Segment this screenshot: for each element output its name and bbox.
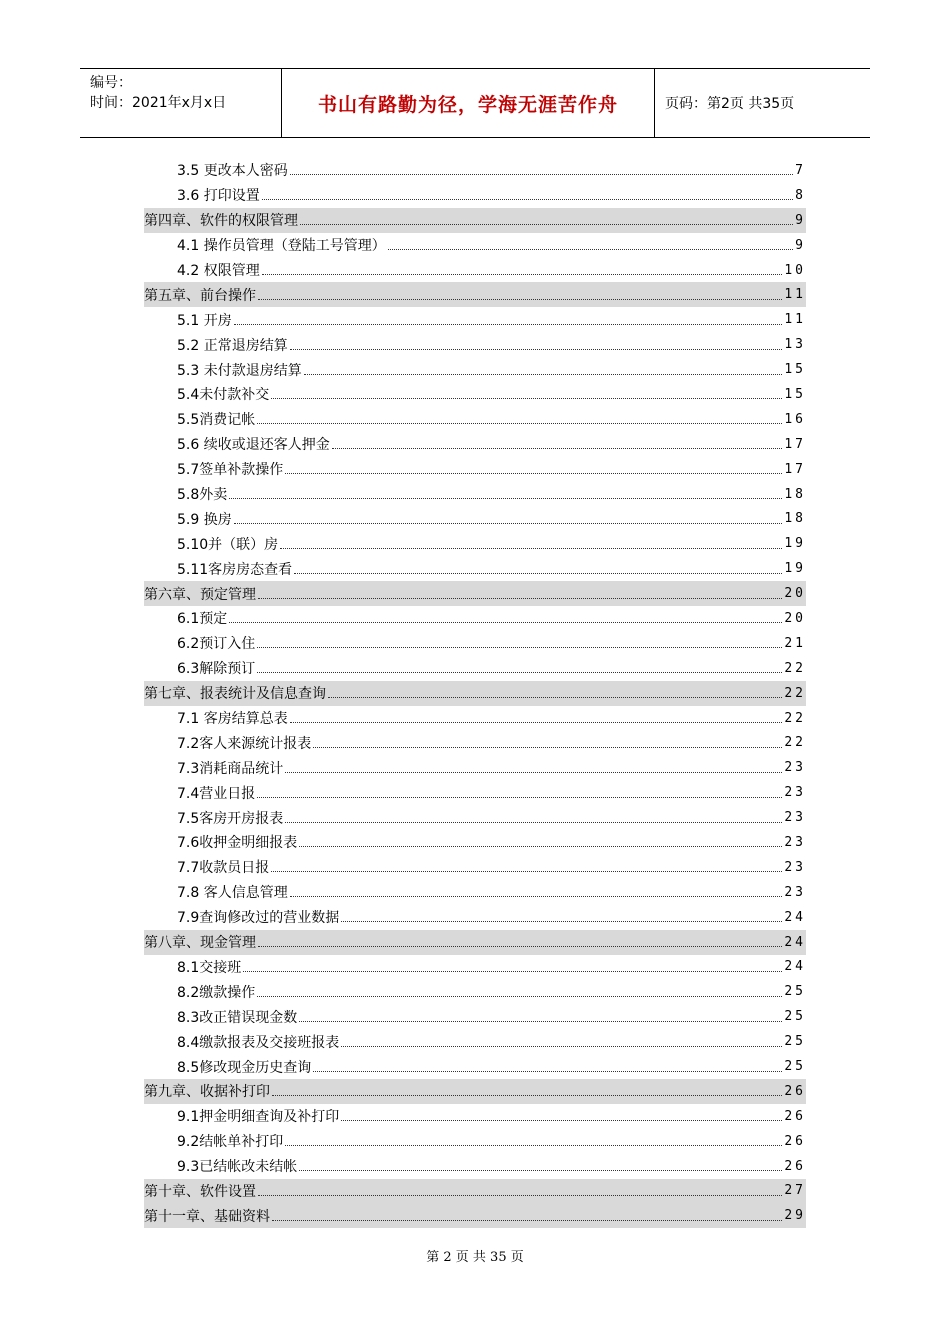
toc-chapter-row[interactable] (144, 1179, 806, 1204)
header-meta (80, 69, 282, 137)
toc-entry-label: 7.7收款员日报 (177, 860, 270, 877)
toc-section-row[interactable] (144, 631, 806, 656)
page-footer: 第 2 页 共 35 页 (426, 1250, 524, 1265)
toc-entry-label: 5.5消费记帐 (177, 412, 256, 429)
toc-entry-label: 7.3消耗商品统计 (177, 760, 284, 777)
toc-section-row[interactable] (144, 332, 806, 357)
toc-entry-label: 8.4缴款报表及交接班报表 (177, 1034, 340, 1051)
toc-section-row[interactable] (144, 880, 806, 905)
toc-dot-leader (341, 1045, 782, 1047)
toc-chapter-row[interactable] (144, 681, 806, 706)
toc-dot-leader (300, 223, 793, 225)
toc-section-row[interactable] (144, 556, 806, 581)
toc-entry-page: 29 (784, 1208, 806, 1224)
toc-section-row[interactable] (144, 855, 806, 880)
toc-dot-leader (258, 945, 782, 947)
toc-entry-label: 8.2缴款操作 (177, 984, 256, 1001)
toc-entry-label: 7.4营业日报 (177, 785, 256, 802)
toc-entry-label: 5.1 开房 (177, 312, 232, 329)
toc-entry-page: 25 (784, 1034, 806, 1050)
toc-entry-page: 26 (784, 1083, 806, 1099)
toc-entry-label: 7.2客人来源统计报表 (177, 735, 312, 752)
toc-entry-label: 6.1预定 (177, 611, 228, 628)
toc-dot-leader (257, 796, 782, 798)
toc-entry-page: 13 (784, 337, 806, 353)
toc-dot-leader (234, 522, 783, 524)
toc-dot-leader (304, 373, 783, 375)
toc-entry-page: 26 (784, 1108, 806, 1124)
toc-section-row[interactable] (144, 955, 806, 980)
toc-entry-label: 9.2结帐单补打印 (177, 1134, 284, 1151)
toc-entry-page: 23 (784, 760, 806, 776)
toc-dot-leader (388, 248, 793, 250)
toc-section-row[interactable] (144, 780, 806, 805)
header-page-info: 页码：第2页 共35页 (665, 96, 795, 112)
toc-entry-page: 7 (795, 162, 806, 178)
toc-section-row[interactable] (144, 531, 806, 556)
toc-entry-label: 第五章、前台操作 (144, 287, 256, 304)
toc-dot-leader (271, 397, 782, 399)
toc-section-row[interactable] (144, 432, 806, 457)
toc-chapter-row[interactable] (144, 282, 806, 307)
toc-dot-leader (258, 1194, 782, 1196)
toc-entry-label: 7.9查询修改过的营业数据 (177, 910, 340, 927)
toc-section-row[interactable] (144, 307, 806, 332)
toc-entry-page: 17 (784, 461, 806, 477)
toc-dot-leader (234, 323, 783, 325)
toc-section-row[interactable] (144, 1029, 806, 1054)
toc-dot-leader (243, 970, 782, 972)
toc-entry-label: 4.2 权限管理 (177, 263, 260, 279)
toc-entry-page: 18 (784, 511, 806, 527)
toc-entry-page: 18 (784, 486, 806, 502)
toc-section-row[interactable] (144, 183, 806, 208)
toc-dot-leader (258, 597, 782, 599)
toc-entry-page: 23 (784, 859, 806, 875)
toc-dot-leader (341, 920, 782, 922)
toc-dot-leader (313, 1070, 782, 1072)
toc-entry-page: 23 (784, 785, 806, 801)
toc-dot-leader (332, 447, 783, 449)
toc-entry-label: 6.2预订入住 (177, 636, 256, 653)
toc-dot-leader (299, 1020, 782, 1022)
toc-dot-leader (341, 1119, 782, 1121)
toc-section-row[interactable] (144, 606, 806, 631)
toc-section-row[interactable] (144, 905, 806, 930)
toc-entry-page: 25 (784, 984, 806, 1000)
toc-entry-page: 22 (784, 660, 806, 676)
toc-dot-leader (229, 497, 782, 499)
toc-dot-leader (257, 995, 782, 997)
toc-dot-leader (262, 198, 793, 200)
toc-entry-label: 6.3解除预订 (177, 661, 256, 678)
toc-dot-leader (285, 1144, 782, 1146)
toc-entry-label: 8.3改正错误现金数 (177, 1009, 298, 1026)
page-header (80, 68, 870, 138)
toc-section-row[interactable] (144, 357, 806, 382)
toc-chapter-row[interactable] (144, 930, 806, 955)
toc-entry-label: 3.5 更改本人密码 (177, 163, 288, 180)
toc-entry-page: 23 (784, 884, 806, 900)
toc-entry-label: 第七章、报表统计及信息查询 (144, 686, 326, 703)
toc-section-row[interactable] (144, 656, 806, 681)
toc-entry-page: 17 (784, 436, 806, 452)
toc-entry-label: 5.4未付款补交 (177, 387, 270, 404)
toc-entry-label: 3.6 打印设置 (177, 188, 260, 205)
toc-entry-page: 11 (784, 312, 806, 328)
toc-section-row[interactable] (144, 1104, 806, 1129)
toc-entry-label: 9.3已结帐改未结帐 (177, 1159, 298, 1176)
toc-entry-label: 5.8外卖 (177, 487, 228, 504)
toc-dot-leader (290, 348, 783, 350)
toc-entry-label: 第十章、软件设置 (144, 1183, 256, 1200)
toc-entry-label: 第四章、软件的权限管理 (144, 213, 298, 230)
toc-entry-page: 20 (784, 586, 806, 602)
toc-section-row[interactable] (144, 755, 806, 780)
toc-entry-page: 24 (784, 959, 806, 975)
toc-entry-label: 5.2 正常退房结算 (177, 337, 288, 354)
toc-entry-page: 26 (784, 1158, 806, 1174)
toc-entry-label: 8.1交接班 (177, 959, 242, 976)
toc-entry-label: 第六章、预定管理 (144, 586, 256, 603)
doc-date: 时间：2021年x月x日 (90, 95, 227, 111)
header-motto: 书山有路勤为径，学海无涯苦作舟 (282, 69, 655, 137)
toc-entry-page: 8 (795, 187, 806, 203)
toc-entry-label: 5.7签单补款操作 (177, 462, 284, 479)
toc-dot-leader (290, 895, 783, 897)
toc-section-row[interactable] (144, 1129, 806, 1154)
toc-entry-page: 11 (784, 287, 806, 303)
toc-section-row[interactable] (144, 1154, 806, 1179)
toc-entry-page: 25 (784, 1059, 806, 1074)
toc-dot-leader (229, 621, 782, 623)
toc-dot-leader (313, 746, 782, 748)
toc-dot-leader (290, 173, 793, 175)
toc-dot-leader (257, 646, 782, 648)
toc-entry-page: 15 (784, 362, 806, 378)
toc-entry-page: 24 (784, 934, 806, 950)
toc-entry-page: 20 (784, 610, 806, 626)
toc-entry-page: 24 (784, 909, 806, 925)
toc-section-row[interactable] (144, 158, 806, 183)
toc-dot-leader (285, 472, 782, 474)
toc-entry-page: 9 (795, 237, 806, 253)
toc-entry-label: 5.3 未付款退房结算 (177, 362, 302, 379)
toc-entry-page: 19 (784, 536, 806, 552)
toc-entry-page: 27 (784, 1183, 806, 1199)
toc-chapter-row[interactable] (144, 581, 806, 606)
toc-chapter-row[interactable] (144, 1079, 806, 1104)
toc-entry-label: 7.6收押金明细报表 (177, 835, 298, 852)
toc-dot-leader (262, 273, 783, 275)
toc-entry-page: 22 (784, 685, 806, 701)
toc-dot-leader (272, 1219, 782, 1221)
toc-entry-label: 5.11客房房态查看 (177, 561, 293, 578)
toc-dot-leader (258, 298, 782, 300)
toc-entry-label: 5.10并（联）房 (177, 536, 279, 553)
toc-entry-label: 4.1 操作员管理（登陆工号管理） (177, 238, 386, 255)
toc-section-row[interactable] (144, 1054, 806, 1079)
toc-entry-page: 9 (795, 212, 806, 228)
toc-section-row[interactable] (144, 830, 806, 855)
toc-entry-label: 9.1押金明细查询及补打印 (177, 1109, 340, 1126)
toc-dot-leader (299, 845, 782, 847)
toc-section-row[interactable] (144, 457, 806, 482)
toc-entry-page: 16 (784, 411, 806, 427)
toc-entry-page: 23 (784, 810, 806, 826)
toc-entry-label: 第八章、现金管理 (144, 935, 256, 952)
toc-dot-leader (280, 547, 782, 549)
toc-entry-label: 7.8 客人信息管理 (177, 885, 288, 902)
toc-section-row[interactable] (144, 805, 806, 830)
toc-dot-leader (328, 696, 782, 698)
toc-entry-label: 5.6 续收或退还客人押金 (177, 437, 330, 454)
toc-entry-page: 15 (784, 386, 806, 402)
toc-section-row[interactable] (144, 979, 806, 1004)
toc-dot-leader (257, 671, 782, 673)
doc-code-label: 编号： (90, 75, 132, 91)
toc-section-row[interactable] (144, 382, 806, 407)
toc-entry-label: 7.5客房开房报表 (177, 810, 284, 827)
toc-section-row[interactable] (144, 730, 806, 755)
toc-section-row[interactable] (144, 258, 806, 283)
toc-entry-page: 22 (784, 735, 806, 751)
toc-entry-label: 第十一章、基础资料 (144, 1208, 270, 1225)
toc-entry-page: 23 (784, 834, 806, 850)
toc-section-row[interactable] (144, 482, 806, 507)
toc-dot-leader (299, 1169, 782, 1171)
toc-dot-leader (285, 821, 782, 823)
toc-dot-leader (257, 422, 782, 424)
toc-dot-leader (272, 1094, 782, 1096)
toc-dot-leader (290, 721, 783, 723)
toc-section-row[interactable] (144, 233, 806, 258)
toc-section-row[interactable] (144, 407, 806, 432)
toc-entry-label: 8.5修改现金历史查询 (177, 1059, 312, 1076)
toc-entry-label: 5.9 换房 (177, 511, 232, 528)
toc-dot-leader (285, 771, 782, 773)
toc-entry-label: 7.1 客房结算总表 (177, 711, 288, 728)
toc-section-row[interactable] (144, 1004, 806, 1029)
toc-entry-page: 10 (784, 262, 806, 278)
toc-entry-page: 25 (784, 1009, 806, 1025)
toc-chapter-row[interactable] (144, 1203, 806, 1228)
toc-entry-page: 26 (784, 1133, 806, 1149)
table-of-contents (144, 158, 806, 1228)
toc-dot-leader (294, 572, 782, 574)
toc-entry-page: 19 (784, 561, 806, 577)
toc-section-row[interactable] (144, 506, 806, 531)
toc-entry-page: 22 (784, 710, 806, 726)
toc-section-row[interactable] (144, 706, 806, 731)
toc-dot-leader (271, 870, 782, 872)
toc-chapter-row[interactable] (144, 208, 806, 233)
toc-entry-label: 第九章、收据补打印 (144, 1084, 270, 1101)
toc-entry-page: 21 (784, 635, 806, 651)
